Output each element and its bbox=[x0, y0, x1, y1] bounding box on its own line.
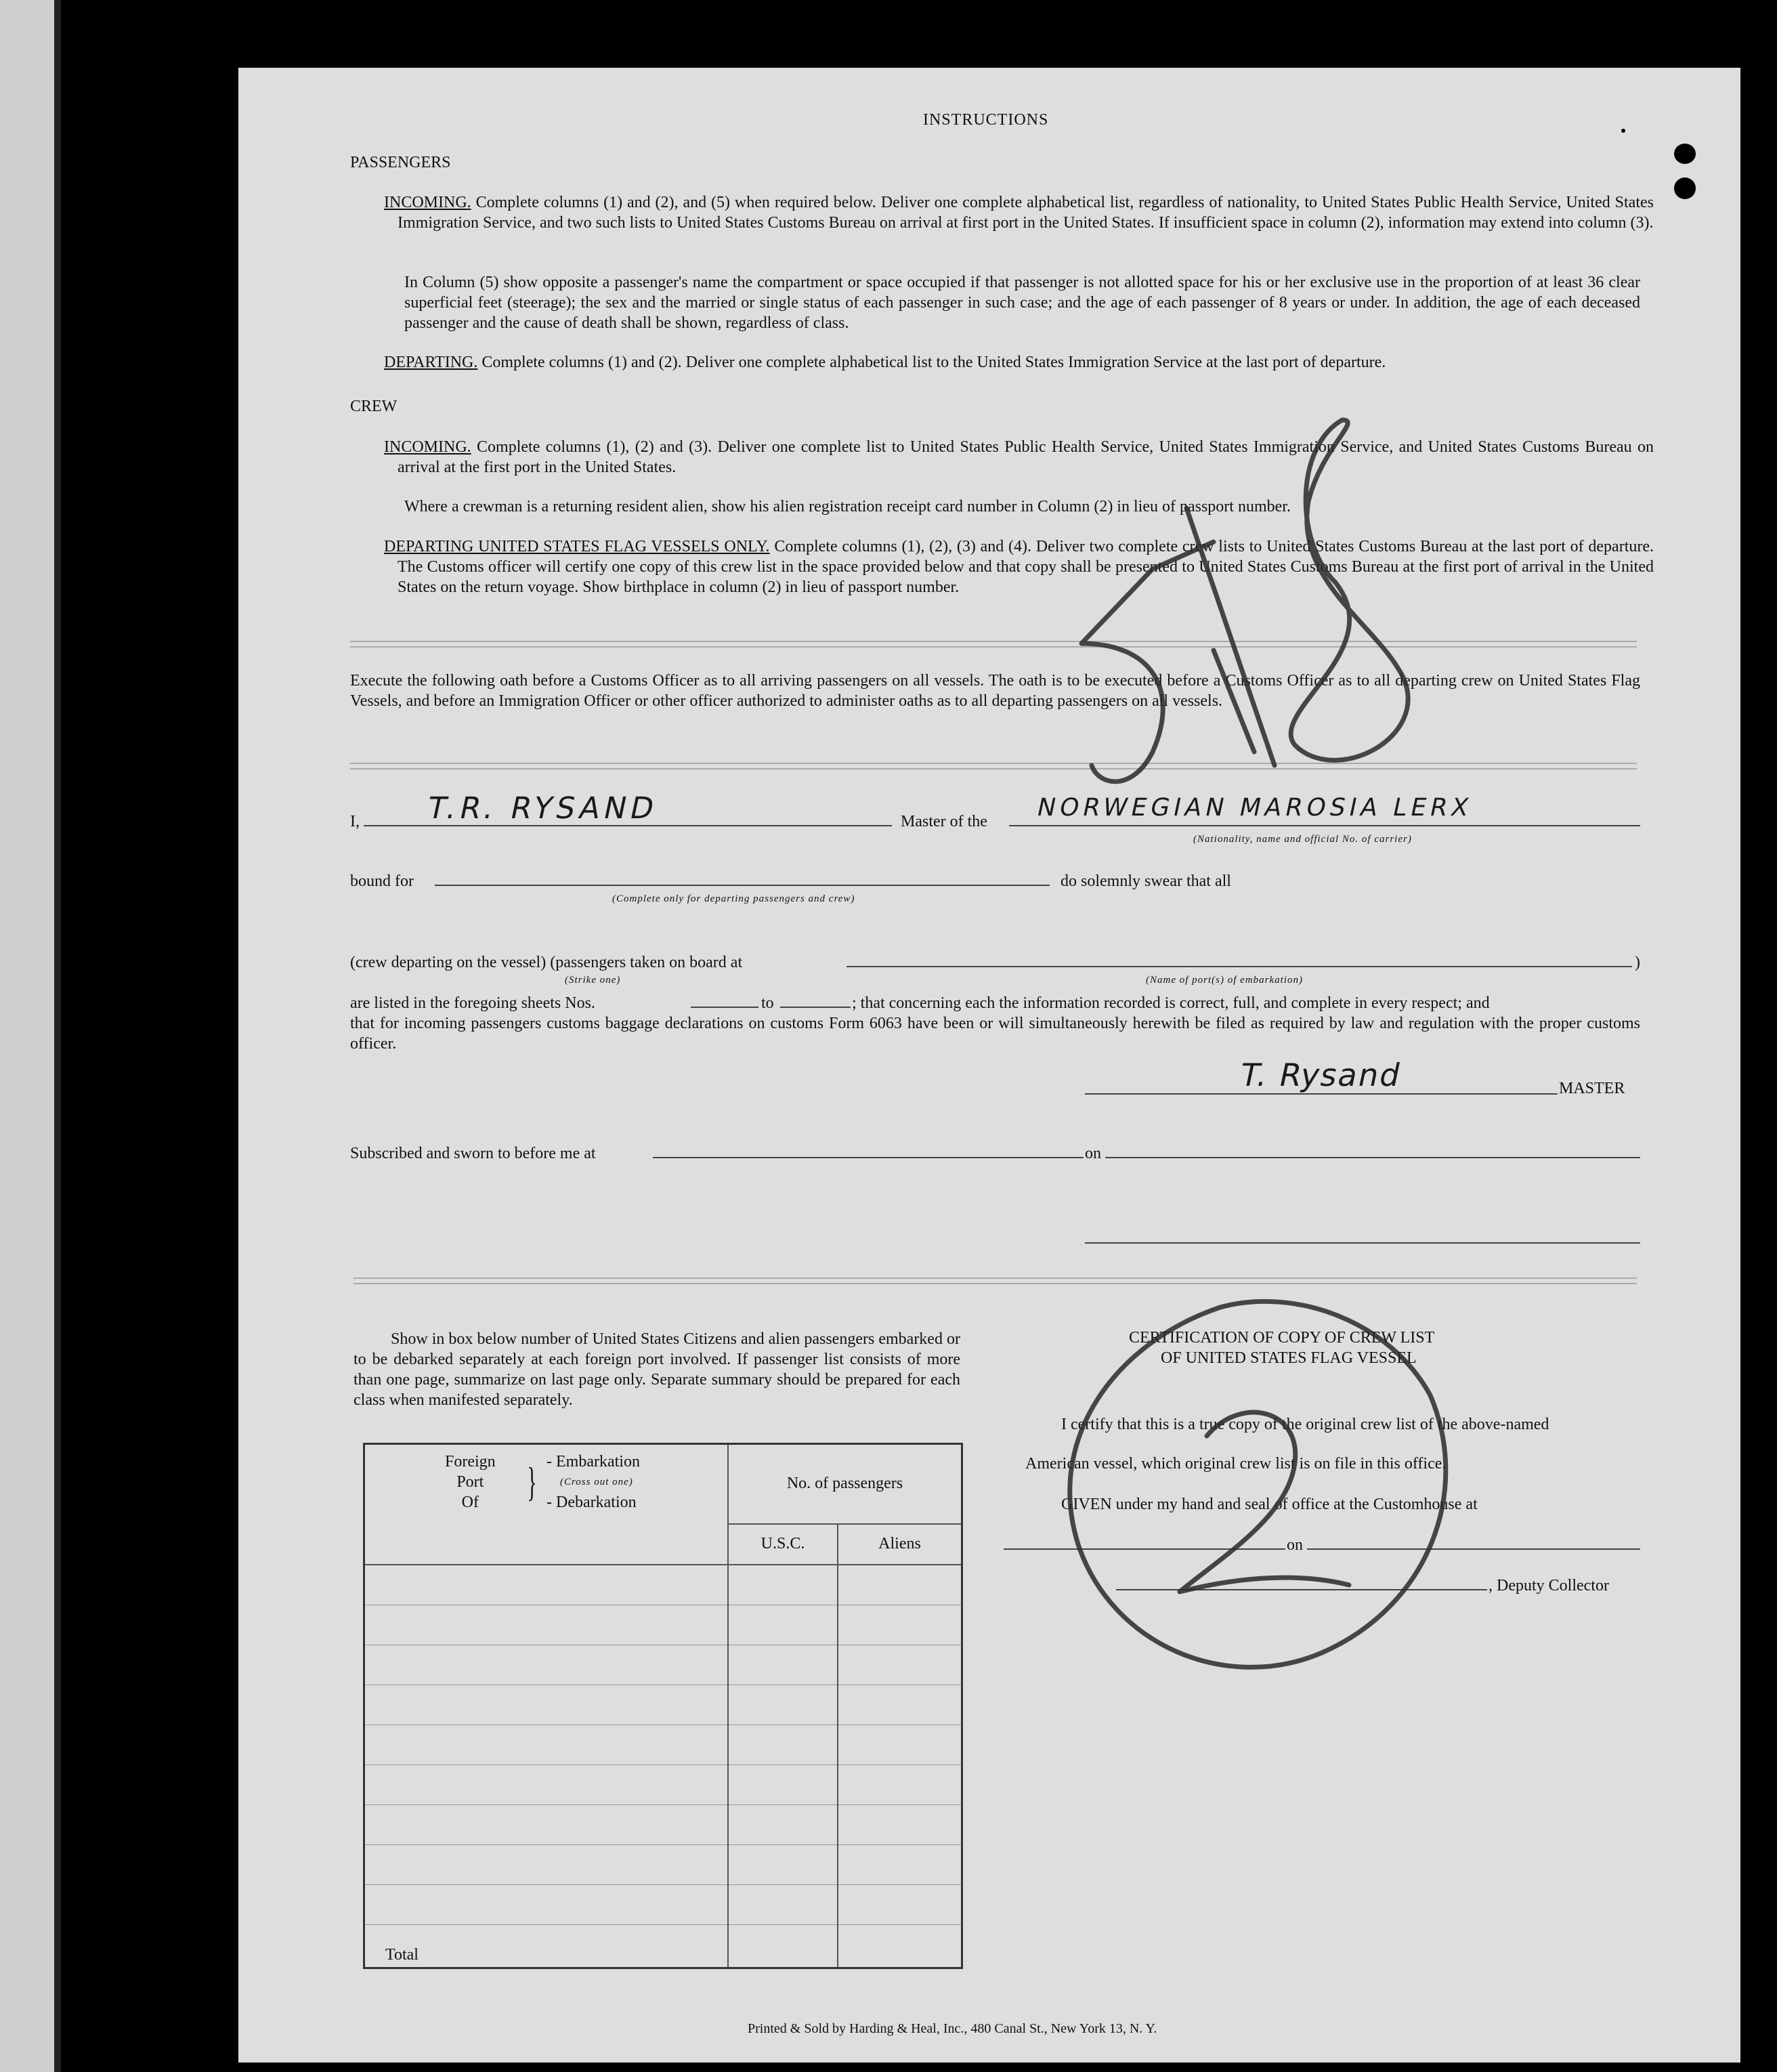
embarkation-label: - Embarkation bbox=[547, 1453, 640, 1471]
page-title: INSTRUCTIONS bbox=[923, 111, 1049, 129]
stamp-number: 5118 bbox=[1071, 745, 1073, 746]
crew-incoming-text: Complete columns (1), (2) and (3). Deliver one complete list to United States Public Health Service, United States Immigration Service, and United States Customs Bureau on arrival at the first port in the United States. bbox=[398, 438, 1654, 476]
of-label: Of bbox=[461, 1494, 479, 1511]
crew-heading: CREW bbox=[350, 398, 398, 415]
crew-departing-label: (crew departing on the vessel) (passengers taken on board at bbox=[350, 954, 743, 971]
passengers-heading: PASSENGERS bbox=[350, 154, 451, 171]
deputy-collector-label: , Deputy Collector bbox=[1489, 1577, 1609, 1594]
certification-title-2: OF UNITED STATES FLAG VESSEL bbox=[1161, 1349, 1417, 1367]
vessel-caption: (Nationality, name and official No. of carrier) bbox=[1193, 834, 1412, 845]
i-label: I, bbox=[350, 813, 360, 830]
crew-incoming-label: INCOMING. bbox=[384, 438, 471, 456]
cross-out-label: (Cross out one) bbox=[560, 1477, 633, 1487]
certify-line-2: American vessel, which original crew list is on file in this office. bbox=[1025, 1455, 1447, 1473]
given-text: GIVEN under my hand and seal of office at the Customhouse at bbox=[1061, 1496, 1478, 1513]
column5-paragraph: In Column (5) show opposite a passenger's name the compartment or space occupied if that passenger is not allotted space for his or her exclusive use in the proportion of at least 36 clear superficial feet (steerage); the sex and the married or single status of each passenger in such case; and the age of each passenger of 8 years or under. In addition, the age of each deceased passenger and the cause of death shall be shown, regardless of class. bbox=[404, 274, 1640, 332]
crewman-paragraph: Where a crewman is a returning resident alien, show his alien registration receipt card number in Column (2) in lieu of passport number. bbox=[404, 498, 1291, 515]
strike-one-caption: (Strike one) bbox=[565, 975, 621, 986]
left-scan-strip bbox=[0, 0, 54, 2072]
master-label: MASTER bbox=[1559, 1080, 1625, 1097]
listed-text-a: are listed in the foregoing sheets Nos. bbox=[350, 994, 595, 1012]
listed-text-b: ; that concerning each the information recorded is correct, full, and complete in every respect; and bbox=[852, 994, 1490, 1012]
close-paren: ) bbox=[1635, 954, 1640, 971]
aliens-header: Aliens bbox=[838, 1524, 962, 1565]
swear-label: do solemnly swear that all bbox=[1061, 872, 1231, 890]
printer-footer: Printed & Sold by Harding & Heal, Inc., 480 Canal St., New York 13, N. Y. bbox=[748, 2021, 1157, 2036]
port-caption: (Name of port(s) of embarkation) bbox=[1146, 975, 1303, 986]
subscribed-label: Subscribed and sworn to before me at bbox=[350, 1145, 596, 1162]
passengers-incoming-label: INCOMING. bbox=[384, 194, 471, 211]
bound-for-label: bound for bbox=[350, 872, 414, 890]
oath-intro: Execute the following oath before a Customs Officer as to all arriving passengers on all vessels. The oath is to be executed before a Customs Officer as to all departing crew on United States Flag Vessels, and before an Immigration Officer or other officer authorized to administer oaths as to all departing passengers on all vessels. bbox=[350, 672, 1640, 710]
crew-departing-text: Complete columns (1), (2), (3) and (4). Deliver two complete crew lists to United States Customs Bureau at the last port of departure. The Customs officer will certify one copy of this crew list in the space provided below and that copy shall be presented to United States Customs Bureau at the first port of arrival in the United States on the return voyage. Show birthplace in column (2) in lieu of passport number. bbox=[398, 538, 1654, 596]
scan-edge-shadow bbox=[54, 0, 61, 2072]
listed-to: to bbox=[761, 994, 774, 1012]
certification-title-1: CERTIFICATION OF COPY OF CREW LIST bbox=[1129, 1329, 1435, 1347]
passengers-departing-text: Complete columns (1) and (2). Deliver one complete alphabetical list to the United States Immigration Service at the last port of departure. bbox=[481, 354, 1386, 371]
bound-for-caption: (Complete only for departing passengers and crew) bbox=[612, 893, 855, 904]
passengers-incoming-text: Complete columns (1) and (2), and (5) when required below. Deliver one complete alphabetical list, regardless of nationality, to United States Public Health Service, United States Immigration Service, and two such lists to United States Customs Bureau on arrival at first port in the United States. If insufficient space in column (2), information may extend into column (3). bbox=[398, 194, 1654, 232]
sworn-on-label: on bbox=[1085, 1145, 1101, 1162]
summary-instructions: Show in box below number of United States Citizens and alien passengers embarked or to be debarked separately at each foreign port involved. If passenger list consists of more than one page, summarize on last page only. Separate summary should be prepared for each class when manifested separately. bbox=[354, 1330, 960, 1409]
master-signature: T. Rysand bbox=[1237, 1057, 1405, 1093]
certify-line-1: I certify that this is a true copy of the original crew list of the above-named bbox=[1061, 1416, 1549, 1433]
usc-header: U.S.C. bbox=[728, 1524, 838, 1565]
circled-number: 2 bbox=[1254, 1558, 1255, 1559]
passengers-departing-label: DEPARTING. bbox=[384, 354, 478, 371]
handwritten-annotations bbox=[238, 68, 1740, 2063]
baggage-text: that for incoming passengers customs baggage declarations on customs Form 6063 have been or will simultaneously herewith be filed as required by law and regulation with the proper customs officer. bbox=[350, 1015, 1640, 1053]
foreign-label: Foreign bbox=[445, 1453, 496, 1471]
document-page bbox=[238, 68, 1740, 2063]
master-name-value: T.R. RYSAND bbox=[424, 791, 662, 826]
debarkation-label: - Debarkation bbox=[547, 1494, 637, 1511]
port-label: Port bbox=[456, 1473, 484, 1491]
port-header-cell: Foreign Port Of } - Embarkation (Cross out one) - Debarkation bbox=[364, 1444, 729, 1565]
certification-on-label: on bbox=[1287, 1536, 1303, 1554]
crew-departing-label: DEPARTING UNITED STATES FLAG VESSELS ONLY. bbox=[384, 538, 770, 555]
no-passengers-header: No. of passengers bbox=[728, 1444, 962, 1524]
vessel-value: NORWEGIAN MAROSIA LERX bbox=[1034, 794, 1476, 822]
total-label: Total bbox=[364, 1924, 729, 1968]
master-of-label: Master of the bbox=[901, 813, 987, 830]
